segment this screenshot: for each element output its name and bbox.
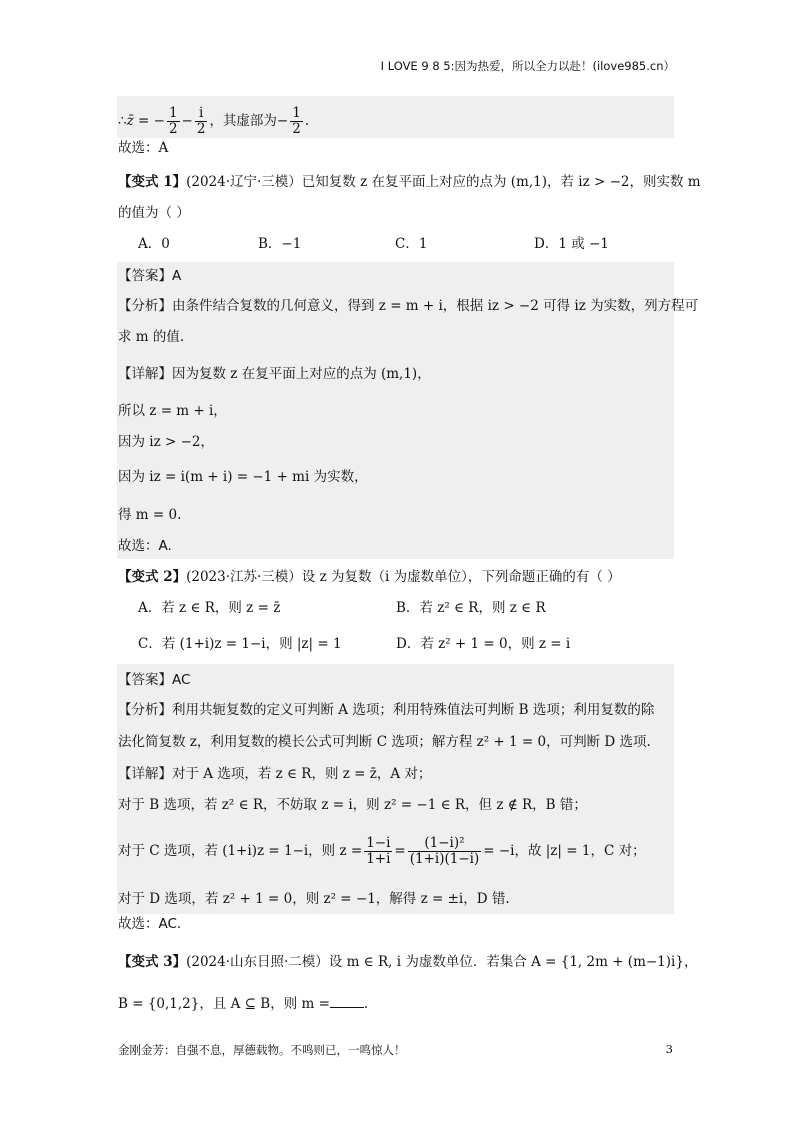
variant2-option-c: C．若 (1+i)z = 1−i，则 |z| = 1: [138, 636, 342, 652]
variant1-choose: 故选：A.: [118, 538, 172, 554]
variant1-detail: 【详解】因为复数 z 在复平面上对应的点为 (m,1)，: [118, 366, 431, 382]
page-header: I LOVE 9 8 5:因为热爱，所以全力以赴！(ilove985.cn）: [380, 59, 675, 73]
variant1-detail-step: 得 m = 0.: [118, 507, 182, 523]
variant3-question-cont: B = {0,1,2}，且 A ⊆ B，则 m = .: [118, 996, 369, 1012]
variant2-tag: 【变式 2】: [118, 569, 187, 585]
variant2-option-b: B．若 z² ∈ R，则 z ∈ R: [396, 600, 546, 616]
choose-line: 故选：A: [118, 140, 169, 156]
fraction: $\frac{1-i}{1+i}$: [366, 835, 391, 867]
variant2-choose: 故选：AC.: [118, 916, 182, 932]
variant1-question-cont: 的值为（ ）: [118, 205, 190, 221]
variant2-analysis: 【分析】利用共轭复数的定义可判断 A 选项；利用特殊值法可判断 B 选项；利用复数的除: [118, 702, 655, 718]
variant1-detail-step: 因为 iz > −2，: [118, 434, 215, 450]
variant2-detail-step: 对于 D 选项，若 z² + 1 = 0，则 z² = −1，解得 z = ±i，D 错.: [118, 891, 510, 907]
variant1-option-c: C．1: [395, 236, 428, 252]
variant1-tag: 【变式 1】: [118, 174, 187, 190]
conclusion-line: ∴z̄ = − $\frac{1}{2}$ − $\frac{i}{2}$ ，其虚部为− $\frac{1}{2}$ .: [118, 105, 310, 137]
variant2-question: 【变式 2】(2023·江苏·三模）设 z 为复数（i 为虚数单位），下列命题正确的有（ ）: [118, 569, 621, 585]
variant2-detail-step-c: 对于 C 选项，若 (1+i)z = 1−i，则 z = $\frac{1-i}{1+i}$ = $\frac{\text{(1−i)²}}{(1+i)(1-i)}$ = −i，故 |z| = 1，C 对；: [118, 835, 646, 867]
variant1-option-d: D．1 或 −1: [534, 236, 609, 252]
variant2-detail-step: 对于 B 选项，若 z² ∈ R，不妨取 z = i，则 z² = −1 ∈ R，但 z ∉ R，B 错；: [118, 797, 587, 813]
fraction: $\frac{1}{2}$: [292, 105, 301, 137]
fraction: $\frac{i}{2}$: [196, 105, 206, 137]
variant1-option-a: A．0: [138, 236, 170, 252]
variant1-option-b: B．−1: [258, 236, 302, 252]
variant2-option-a: A．若 z ∈ R，则 z = z̄: [138, 600, 281, 616]
variant1-detail-step: 所以 z = m + i，: [118, 403, 227, 419]
variant1-detail-step: 因为 iz = i(m + i) = −1 + mi 为实数，: [118, 469, 368, 485]
variant2-answer: 【答案】AC: [118, 672, 191, 688]
variant3-question: 【变式 3】(2024·山东日照·二模）设 m ∈ R, i 为虚数单位．若集合 A = {1, 2m + (m−1)i}，: [118, 954, 698, 970]
variant2-detail: 【详解】对于 A 选项，若 z ∈ R，则 z = z̄，A 对；: [118, 766, 432, 782]
variant2-option-d: D．若 z² + 1 = 0，则 z = i: [396, 636, 571, 652]
variant2-analysis-cont: 法化简复数 z，利用复数的模长公式可判断 C 选项；解方程 z² + 1 = 0，可判断 D 选项.: [118, 734, 651, 750]
footer-motto: 金刚金芳：自强不息，厚德载物。不鸣则已，一鸣惊人！: [118, 1043, 406, 1057]
variant1-analysis-cont: 求 m 的值.: [118, 329, 185, 345]
page-number: 3: [665, 1042, 673, 1056]
variant3-tag: 【变式 3】: [118, 954, 187, 970]
fraction: $\frac{\text{(1−i)²}}{(1+i)(1-i)}$: [409, 835, 480, 867]
variant1-question: 【变式 1】(2024·辽宁·三模）已知复数 z 在复平面上对应的点为 (m,1)，若 iz > −2，则实数 m: [118, 174, 701, 190]
variant1-answer: 【答案】A: [118, 268, 182, 284]
answer-blank[interactable]: [330, 995, 364, 1008]
fraction: $\frac{1}{2}$: [168, 105, 178, 137]
variant1-analysis: 【分析】由条件结合复数的几何意义，得到 z = m + i，根据 iz > −2 可得 iz 为实数，列方程可: [118, 298, 699, 314]
